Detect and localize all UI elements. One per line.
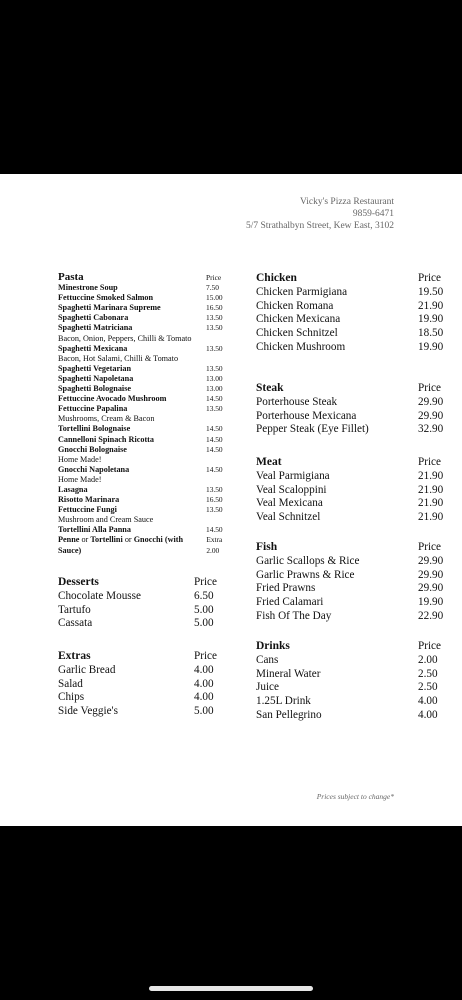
extras-item-name: Salad	[58, 677, 83, 690]
chicken-item-price: 18.50	[418, 327, 444, 340]
fish-item-price: 29.90	[418, 554, 444, 567]
pasta-item-price: 13.50	[206, 484, 223, 494]
chicken-item-price: 21.90	[418, 299, 444, 312]
meat-item-price: 21.90	[418, 483, 444, 496]
fish-item-name: Fried Calamari	[256, 596, 324, 609]
chicken-title: Chicken	[256, 272, 297, 284]
pasta-item-name: Spaghetti Vegetarian	[58, 363, 132, 373]
steak-item-name: Pepper Steak (Eye Fillet)	[256, 423, 369, 436]
chicken-item-name: Chicken Schnitzel	[256, 327, 338, 340]
pasta-item-price: 14.50	[206, 394, 223, 404]
meat-item-name: Veal Parmigiana	[256, 469, 330, 482]
extra-label: Extra	[206, 535, 223, 545]
meat-price-header: Price	[418, 456, 441, 468]
pasta-item	[58, 485, 230, 495]
extras-item-name: Side Veggie's	[58, 705, 118, 718]
steak-item-price: 29.90	[418, 395, 444, 408]
price-disclaimer: Prices subject to change*	[316, 792, 394, 801]
chicken-item-price: 19.90	[418, 340, 444, 353]
pasta-item-name: Spaghetti Napoletana	[58, 373, 134, 383]
steak-item	[256, 410, 452, 424]
chicken-item-name: Chicken Romana	[256, 299, 334, 312]
desserts-item-price: 5.00	[194, 603, 214, 616]
extras-item-price: 4.00	[194, 677, 214, 690]
desserts-item	[58, 590, 228, 604]
pasta-item-name: Tortellini Alla Panna	[58, 525, 131, 535]
pasta-item-name: Cannelloni Spinach Ricotta	[58, 434, 154, 444]
meat-item	[256, 470, 452, 484]
desserts-item-name: Tartufo	[58, 603, 91, 616]
restaurant-address: 5/7 Strathalbyn Street, Kew East, 3102	[245, 221, 394, 231]
chicken-list	[256, 286, 452, 355]
extras-section	[58, 650, 228, 719]
restaurant-header	[246, 196, 394, 232]
pasta-item-name: Fettuccine Smoked Salmon	[58, 293, 154, 303]
restaurant-name: Vicky's Pizza Restaurant	[299, 197, 394, 207]
meat-item	[256, 511, 452, 525]
chicken-item	[256, 313, 452, 327]
desserts-item	[58, 617, 228, 631]
drinks-price-header: Price	[418, 640, 441, 652]
fish-item-name: Garlic Prawns & Rice	[256, 568, 355, 581]
drinks-item-price: 4.00	[418, 695, 438, 708]
pasta-item-name: Spaghetti Mexicana	[58, 343, 128, 353]
pasta-item-name: Risotto Marinara	[58, 495, 120, 505]
pasta-item-note: Mushroom and Cream Sauce	[58, 515, 154, 525]
meat-item-name: Veal Schnitzel	[256, 511, 321, 524]
pasta-extra-text	[58, 535, 206, 555]
drinks-item-name: Mineral Water	[256, 667, 321, 680]
pasta-item-name: Gnocchi Napoletana	[58, 464, 130, 474]
chicken-item	[256, 327, 452, 341]
desserts-item-name: Chocolate Mousse	[58, 589, 141, 602]
pasta-item-price: 15.00	[206, 293, 223, 303]
fish-item-name: Fried Prawns	[256, 582, 316, 595]
pasta-item-price: 7.50	[206, 283, 219, 293]
steak-list	[256, 396, 452, 437]
extra-tortellini: Tortellini	[90, 535, 123, 545]
desserts-price-header: Price	[194, 576, 217, 588]
meat-section	[256, 456, 452, 525]
pasta-price-header: Price	[206, 273, 222, 282]
extra-or: or	[124, 535, 132, 545]
pasta-item	[58, 435, 230, 445]
pasta-item	[58, 283, 230, 293]
pasta-item-price: 13.50	[206, 313, 223, 323]
pasta-item	[58, 313, 230, 323]
pasta-item-name: Tortellini Bolognaise	[58, 424, 131, 434]
fish-title: Fish	[256, 541, 278, 553]
desserts-item-price: 6.50	[194, 589, 214, 602]
meat-item-name: Veal Mexicana	[256, 497, 323, 510]
chicken-item	[256, 341, 452, 355]
menu-page	[0, 174, 462, 826]
pasta-item-note: Bacon, Onion, Peppers, Chilli & Tomato	[58, 333, 192, 343]
pasta-item-name: Lasagna	[58, 484, 88, 494]
pasta-item-note: Home Made!	[58, 454, 102, 464]
steak-item-name: Porterhouse Mexicana	[256, 409, 357, 422]
chicken-item-price: 19.50	[418, 285, 444, 298]
extras-price-header: Price	[194, 650, 217, 662]
chicken-price-header: Price	[418, 272, 441, 284]
pasta-item	[58, 445, 230, 465]
extra-penne: Penne	[58, 535, 80, 545]
left-column	[58, 271, 230, 718]
extras-title: Extras	[58, 650, 91, 662]
extras-item-price: 4.00	[194, 663, 214, 676]
drinks-title: Drinks	[256, 640, 290, 652]
steak-item-name: Porterhouse Steak	[256, 395, 338, 408]
extra-gnocchi: Gnocchi (with Sauce)	[58, 535, 184, 555]
pasta-item	[58, 323, 230, 343]
pasta-item	[58, 495, 230, 505]
desserts-item-price: 5.00	[194, 617, 214, 630]
fish-item	[256, 555, 452, 569]
chicken-item	[256, 286, 452, 300]
fish-item	[256, 582, 452, 596]
restaurant-phone: 9859-6471	[352, 209, 394, 219]
fish-item-price: 29.90	[418, 582, 444, 595]
pasta-extra-price	[206, 535, 230, 555]
pasta-item	[58, 303, 230, 313]
extras-item	[58, 678, 228, 692]
extras-item-name: Chips	[58, 691, 85, 704]
extra-or: or	[81, 535, 89, 545]
pasta-item	[58, 505, 230, 525]
extras-item	[58, 691, 228, 705]
fish-section	[256, 541, 452, 624]
desserts-list	[58, 590, 228, 631]
pasta-item-note: Mushrooms, Cream & Bacon	[58, 414, 155, 424]
pasta-item-price: 13.00	[206, 384, 223, 394]
extras-item-price: 4.00	[194, 691, 214, 704]
extras-item-price: 5.00	[194, 705, 214, 718]
extra-price: 2.00	[206, 545, 220, 555]
extras-item-name: Garlic Bread	[58, 663, 116, 676]
pasta-item-price: 14.50	[206, 424, 223, 434]
pasta-item	[58, 394, 230, 404]
pasta-item	[58, 293, 230, 303]
pasta-item-name: Gnocchi Bolognaise	[58, 444, 127, 454]
pasta-item-name: Fettuccine Fungi	[58, 505, 117, 515]
drinks-list	[256, 654, 452, 723]
extras-item	[58, 705, 228, 719]
pasta-item-price: 13.50	[206, 323, 223, 333]
desserts-title: Desserts	[58, 576, 99, 588]
pasta-item	[58, 374, 230, 384]
pasta-item-price: 16.50	[206, 495, 223, 505]
steak-item-price: 29.90	[418, 409, 444, 422]
pasta-item	[58, 344, 230, 364]
pasta-item-name: Spaghetti Marinara Supreme	[58, 303, 161, 313]
pasta-item-name: Spaghetti Cabonara	[58, 313, 129, 323]
pasta-item-price: 14.50	[206, 444, 223, 454]
pasta-item-price: 14.50	[206, 464, 223, 474]
drinks-item-name: Juice	[256, 681, 279, 694]
chicken-item-name: Chicken Mushroom	[256, 340, 346, 353]
fish-price-header: Price	[418, 541, 441, 553]
fish-item-price: 29.90	[418, 568, 444, 581]
pasta-item-note: Bacon, Hot Salami, Chilli & Tomato	[58, 353, 179, 363]
pasta-item-name: Fettuccine Avocado Mushroom	[58, 394, 167, 404]
steak-section	[256, 382, 452, 437]
drinks-item	[256, 654, 452, 668]
fish-item	[256, 610, 452, 624]
chicken-section	[256, 272, 452, 355]
meat-title: Meat	[256, 456, 282, 468]
pasta-item-price: 16.50	[206, 303, 223, 313]
pasta-item-name: Spaghetti Bolognaise	[58, 384, 132, 394]
drinks-item-price: 2.50	[418, 667, 438, 680]
pasta-section	[58, 272, 230, 556]
meat-item	[256, 497, 452, 511]
fish-list	[256, 555, 452, 624]
chicken-item-price: 19.90	[418, 313, 444, 326]
drinks-item	[256, 681, 452, 695]
fish-item	[256, 569, 452, 583]
pasta-item-price: 13.50	[206, 404, 223, 414]
meat-item	[256, 484, 452, 498]
pasta-item	[58, 404, 230, 424]
desserts-item-name: Cassata	[58, 617, 93, 630]
meat-item-price: 21.90	[418, 469, 444, 482]
pasta-item	[58, 364, 230, 374]
fish-item-name: Garlic Scallops & Rice	[256, 554, 360, 567]
pasta-item-price: 14.50	[206, 434, 223, 444]
drinks-section	[256, 640, 452, 723]
chicken-item-name: Chicken Parmigiana	[256, 285, 348, 298]
steak-item	[256, 423, 452, 437]
drinks-item	[256, 709, 452, 723]
drinks-item-price: 4.00	[418, 708, 438, 721]
steak-item-price: 32.90	[418, 423, 444, 436]
drinks-item-name: 1.25L Drink	[256, 695, 311, 708]
meat-item-price: 21.90	[418, 497, 444, 510]
chicken-item-name: Chicken Mexicana	[256, 313, 341, 326]
pasta-item-price: 13.00	[206, 373, 223, 383]
pasta-item-price: 13.50	[206, 505, 223, 515]
extras-item	[58, 664, 228, 678]
pasta-item-name: Fettuccine Papalina	[58, 404, 128, 414]
drinks-item-name: San Pellegrino	[256, 708, 322, 721]
fish-item-price: 19.90	[418, 596, 444, 609]
pasta-item-note: Home Made!	[58, 474, 102, 484]
pasta-item-price: 13.50	[206, 343, 223, 353]
pasta-title: Pasta	[58, 271, 84, 283]
fish-item-price: 22.90	[418, 609, 444, 622]
pasta-item	[58, 424, 230, 434]
meat-item-price: 21.90	[418, 511, 444, 524]
drinks-item	[256, 668, 452, 682]
chicken-item	[256, 300, 452, 314]
fish-item-name: Fish Of The Day	[256, 609, 332, 622]
home-indicator-bar[interactable]	[149, 986, 313, 991]
pasta-item	[58, 525, 230, 535]
pasta-item	[58, 465, 230, 485]
pasta-item-name: Spaghetti Matriciana	[58, 323, 133, 333]
pasta-list	[58, 283, 230, 535]
extras-list	[58, 664, 228, 719]
pasta-item	[58, 384, 230, 394]
steak-price-header: Price	[418, 382, 441, 394]
steak-title: Steak	[256, 382, 284, 394]
pasta-item-price: 14.50	[206, 525, 223, 535]
drinks-item	[256, 695, 452, 709]
meat-item-name: Veal Scaloppini	[256, 483, 327, 496]
drinks-item-name: Cans	[256, 653, 279, 666]
drinks-item-price: 2.00	[418, 653, 438, 666]
pasta-extra-row	[58, 535, 230, 555]
pasta-item-price: 13.50	[206, 363, 223, 373]
drinks-item-price: 2.50	[418, 681, 438, 694]
meat-list	[256, 470, 452, 525]
desserts-item	[58, 604, 228, 618]
steak-item	[256, 396, 452, 410]
fish-item	[256, 596, 452, 610]
desserts-section	[58, 576, 228, 631]
pasta-item-name: Minestrone Soup	[58, 283, 118, 293]
